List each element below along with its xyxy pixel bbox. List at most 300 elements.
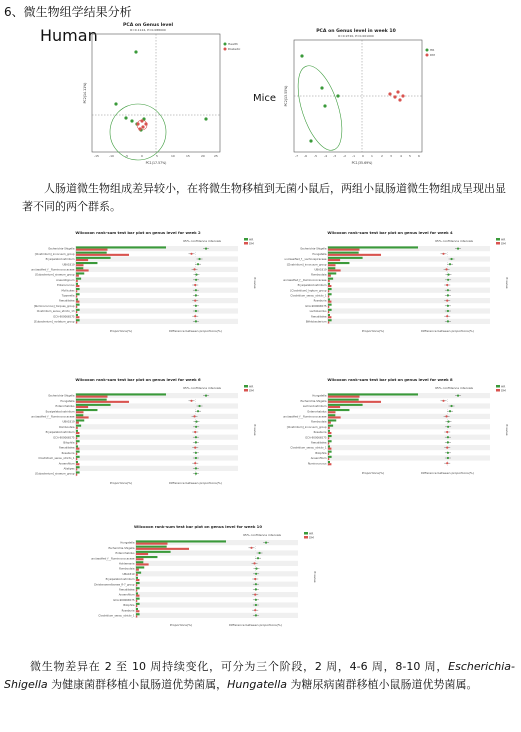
diff-dot (255, 588, 257, 590)
bar-hr (76, 440, 80, 442)
diff-dot (447, 279, 449, 281)
wilcoxon-ci-label: 95% confidence intervals (183, 239, 221, 243)
genus-label: Holdemania (118, 562, 135, 566)
genus-label: Roseburia (313, 431, 327, 435)
diff-dot (446, 431, 448, 433)
genus-label: Hungatella (60, 399, 75, 403)
bar-hr (328, 257, 363, 259)
bar-dm (328, 432, 331, 434)
pca-human-point (141, 125, 144, 128)
diff-dot (265, 542, 267, 544)
genus-label: Enterorhabdus (55, 405, 75, 409)
bar-hr (328, 288, 332, 290)
svg-text:2: 2 (381, 154, 383, 158)
bar-dm (76, 269, 89, 271)
bar-hr (76, 262, 97, 264)
bar-dm (328, 259, 340, 261)
genus-label: unclassified_f__Ruminococcaceae (282, 415, 327, 419)
genus-label: unclassified_f__Ruminococcaceae (90, 557, 135, 561)
pca-mice-chart (278, 26, 448, 171)
wilcoxon-xlabel-diff: Difference between proportions(%) (421, 470, 474, 475)
wilcoxon-pvalue-axis: P-value (505, 277, 509, 289)
bar-hr (136, 566, 144, 568)
bar-hr (76, 304, 80, 306)
bar-hr (136, 546, 167, 548)
bar-hr (136, 608, 138, 610)
bar-dm (328, 275, 331, 277)
bar-hr (76, 445, 78, 447)
wilcoxon-panel-2 (270, 228, 510, 346)
genus-label: Bilophila (123, 604, 135, 608)
bar-dm (328, 285, 331, 287)
wilcoxon-xlabel-diff: Difference between proportions(%) (229, 623, 282, 627)
genus-label: Lachnoclostridium (302, 405, 327, 409)
genus-label: Escherichia-Shigella (48, 394, 75, 398)
svg-text:3: 3 (390, 154, 392, 158)
bar-hr (136, 592, 138, 594)
genus-label: Anaerofilum (58, 462, 75, 466)
bar-hr (328, 456, 332, 458)
diff-dot (205, 395, 207, 397)
bar-hr (76, 309, 80, 311)
diff-dot (447, 452, 449, 454)
bar-hr (76, 257, 111, 259)
diff-dot (195, 320, 197, 322)
svg-text:-7: -7 (295, 154, 298, 158)
diff-dot (255, 573, 257, 575)
bar-hr (328, 298, 330, 300)
bar-hr (136, 577, 138, 579)
bar-dm (136, 558, 144, 560)
bar-hr (76, 246, 166, 248)
bar-dm (328, 422, 331, 424)
genus-label: Erysipelatoclostridium (45, 410, 75, 414)
genus-label: [Eubacterium]_siraeum_group (35, 472, 75, 476)
wilcoxon-xlabel: Proportions(%) (361, 329, 385, 333)
bar-dm (76, 254, 129, 256)
bar-hr (136, 582, 140, 584)
bar-dm (328, 316, 331, 318)
svg-text:6: 6 (418, 154, 420, 158)
genus-label: UBA1819 (122, 572, 135, 576)
svg-text:25: 25 (214, 154, 218, 158)
genus-label: unclassified_f__Ruminococcaceae (30, 268, 75, 272)
genus-label: Tuzzerella (61, 294, 75, 298)
genus-label: Clostridium_sensu_stricto_1 (290, 446, 327, 450)
bar-dm (328, 396, 360, 398)
svg-text:-3: -3 (333, 154, 336, 158)
bar-dm (76, 437, 77, 439)
wilcoxon-legend-hr: HR (249, 384, 254, 389)
bar-hr (76, 451, 80, 453)
bar-hr (76, 430, 78, 432)
bar-hr (328, 278, 333, 280)
bar-dm (328, 406, 340, 408)
bar-hr (328, 246, 418, 248)
bar-dm (328, 401, 381, 403)
bar-dm (76, 453, 77, 455)
diff-dot (447, 305, 449, 307)
diff-dot (195, 457, 197, 459)
pca-human-legend-health: Health (228, 42, 238, 46)
diff-dot (195, 305, 197, 307)
bar-hr (328, 314, 330, 316)
genus-label: Escherichia-Shigella (108, 546, 135, 550)
wilcoxon-legend-dm: DM (249, 241, 254, 246)
wilcoxon-ci-label: 95% confidence intervals (243, 533, 281, 537)
bar-hr (328, 404, 363, 406)
genus-label: Erysipelatoclostridium (45, 258, 75, 262)
bar-dm (76, 416, 89, 418)
diff-dot (457, 248, 459, 250)
genus-label: GCA-900066575 (53, 315, 75, 319)
bar-dm (76, 264, 84, 266)
bar-hr (328, 445, 330, 447)
genus-label: Enterococcus (57, 284, 75, 288)
bar-hr (328, 309, 332, 311)
wilcoxon-pvalue-axis: P-value (253, 424, 257, 436)
bar-dm (136, 563, 149, 565)
wilcoxon-legend-hr: HR (249, 237, 254, 242)
bar-dm (76, 442, 77, 444)
wilcoxon-title: Wilcoxon rank-sum test bar plot on genus level for week 10 (134, 524, 262, 529)
genus-label: [Ruminococcus]_torques_group (33, 304, 75, 308)
genus-label: Roseburia (313, 299, 327, 303)
diff-dot (255, 568, 257, 570)
bar-dm (136, 615, 137, 617)
diff-dot (255, 583, 257, 585)
genus-label: [Clostridium]_leptum_group (290, 289, 327, 293)
genus-label: Anaerofilum (118, 593, 135, 597)
species-hungatella: Hungatella (227, 678, 287, 691)
svg-text:10: 10 (171, 154, 175, 158)
bar-hr (136, 556, 157, 558)
bar-hr (328, 440, 332, 442)
pca-human-label: Human (40, 26, 98, 45)
genus-label: [Eubacterium]_nodatum_group (34, 320, 75, 324)
diff-dot (254, 578, 256, 580)
diff-dot (197, 410, 199, 412)
diff-dot (446, 447, 448, 449)
bar-hr (328, 319, 332, 321)
pca-human-point (124, 116, 127, 119)
diff-dot (445, 268, 447, 270)
bar-dm (328, 321, 329, 323)
bar-dm (136, 584, 137, 586)
genus-label: Enterorhabdus (307, 410, 327, 414)
bar-hr (76, 435, 80, 437)
pca-human-legend (224, 42, 241, 51)
bar-hr (76, 267, 83, 269)
genus-label: Roseburia (61, 451, 75, 455)
bar-dm (76, 290, 77, 292)
diff-dot (447, 457, 449, 459)
wilcoxon-xlabel: Proportions(%) (109, 329, 133, 333)
genus-label: Lactobacillus (309, 310, 327, 314)
bar-dm (76, 468, 77, 470)
wilcoxon-xlabel-diff: Difference between proportions(%) (169, 481, 222, 486)
pca-human-legend-diabetic: Diabetic (228, 47, 241, 51)
bar-hr (76, 471, 80, 473)
pca-mice-subtitle: R=0.9720, P=0.001000 (338, 34, 374, 38)
diff-dot (195, 310, 197, 312)
bar-dm (76, 474, 77, 476)
bar-hr (328, 283, 330, 285)
bar-hr (76, 419, 84, 421)
genus-label: Erysipelatoclostridium (45, 431, 75, 435)
genus-label: Alistipes (63, 467, 75, 471)
wilcoxon-legend-hr: HR (501, 384, 506, 389)
genus-label: GCA-900066575 (305, 436, 327, 440)
wilcoxon-panel-1 (18, 228, 258, 346)
diff-dot (194, 284, 196, 286)
wilcoxon-xlabel: Proportions(%) (109, 481, 133, 486)
diff-dot (205, 248, 207, 250)
pca-mice-legend (426, 48, 436, 57)
diff-dot (447, 310, 449, 312)
pca-human-point (138, 127, 141, 130)
genus-label: Hungatella (312, 252, 327, 256)
genus-label: [Clostridium]_innocuum_group (286, 263, 327, 267)
bar-hr (136, 603, 140, 605)
svg-text:5: 5 (409, 154, 411, 158)
diff-dot (195, 421, 197, 423)
diff-dot (195, 274, 197, 276)
genus-label: UBA1819 (62, 263, 75, 267)
wilcoxon-legend-dm: DM (309, 535, 314, 540)
bar-hr (328, 262, 349, 264)
genus-label: Erysipelatoclostridium (105, 578, 135, 582)
pca-human-xlabel: PC1(17.57%) (145, 161, 167, 165)
paragraph-2-text-a: 微生物差异在 2 至 10 周持续变化，可分为三个阶段，2 周，4-6 周，8-10 周， (30, 660, 449, 673)
bar-dm (328, 427, 330, 429)
diff-dot (194, 431, 196, 433)
pca-mice-legend-dm: DM (430, 53, 435, 57)
bar-dm (136, 589, 137, 591)
bar-hr (328, 252, 359, 254)
diff-dot (257, 557, 259, 559)
pca-mice-points-hr (300, 54, 339, 142)
diff-dot (195, 441, 197, 443)
wilcoxon-ci-label: 95% confidence intervals (435, 386, 473, 390)
genus-label: Faecalitalea (59, 446, 75, 450)
bar-dm (76, 427, 78, 429)
bar-dm (76, 448, 79, 450)
bar-dm (328, 442, 329, 444)
pca-human-points-health (114, 50, 207, 131)
wilcoxon-pvalue-axis: P-value (253, 277, 257, 289)
svg-text:-5: -5 (314, 154, 317, 158)
svg-text:4: 4 (400, 154, 402, 158)
bar-hr (328, 399, 359, 401)
bar-hr (76, 283, 78, 285)
pca-human-title: PCA on Genus level (122, 23, 174, 28)
diff-dot (447, 294, 449, 296)
svg-text:15: 15 (186, 154, 190, 158)
diff-dot (450, 258, 452, 260)
genus-label: UBA1819 (62, 420, 75, 424)
genus-label: unclassified_f__Ruminococcaceae (30, 415, 75, 419)
diff-dot (450, 405, 452, 407)
bar-hr (76, 298, 78, 300)
bar-dm (328, 306, 329, 308)
wilcoxon-legend-dm: DM (249, 388, 254, 393)
pca-mice-xlabel: PC1(35.69%) (351, 161, 373, 165)
bar-hr (328, 435, 332, 437)
bar-dm (136, 553, 148, 555)
diff-dot (446, 315, 448, 317)
diff-dot (195, 294, 197, 296)
genus-label: Romboutsia (311, 420, 327, 424)
bar-hr (328, 425, 333, 427)
pca-human-point (140, 119, 143, 122)
bar-dm (76, 321, 77, 323)
bar-hr (136, 598, 140, 600)
bar-hr (328, 304, 332, 306)
wilcoxon-pvalue-axis: P-value (505, 424, 509, 436)
genus-label: Clostridium_sensu_stricto_1 (290, 294, 327, 298)
bar-dm (328, 264, 336, 266)
genus-label: [Clostridium]_innocuum_group (34, 252, 75, 256)
diff-dot (447, 436, 449, 438)
diff-dot (194, 462, 196, 464)
wilcoxon-pvalue-axis: P-value (313, 571, 317, 583)
bar-dm (76, 280, 78, 282)
genus-label: Escherichia-Shigella (300, 399, 327, 403)
wilcoxon-ci-label: 95% confidence intervals (183, 386, 221, 390)
bar-dm (328, 295, 329, 297)
diff-dot (253, 562, 255, 564)
genus-label: Faecalitalea (59, 299, 75, 303)
svg-text:-4: -4 (324, 154, 327, 158)
pca-human-point (130, 119, 133, 122)
diff-dot (255, 614, 257, 616)
bar-dm (76, 249, 108, 251)
bar-hr (328, 419, 336, 421)
bar-hr (76, 461, 78, 463)
bar-hr (328, 272, 336, 274)
diff-dot (195, 436, 197, 438)
paragraph-2-text-c: 为糖尿病菌群移植小鼠肠道优势菌属。 (287, 678, 478, 691)
bar-dm (76, 306, 77, 308)
genus-label: Hungatella (312, 394, 327, 398)
bar-dm (328, 301, 331, 303)
bar-dm (136, 543, 168, 545)
genus-label: Enterorhabdus (115, 552, 135, 556)
bar-dm (76, 285, 79, 287)
diff-dot (190, 253, 192, 255)
bar-dm (136, 569, 139, 571)
svg-text:-2: -2 (343, 154, 346, 158)
bar-dm (136, 579, 139, 581)
genus-label: unclassified_f__Ruminococcaceae (282, 278, 327, 282)
bar-dm (76, 406, 88, 408)
svg-text:20: 20 (201, 154, 205, 158)
bar-dm (136, 600, 137, 602)
bar-hr (76, 314, 78, 316)
bar-dm (76, 259, 88, 261)
bar-dm (328, 453, 329, 455)
svg-text:-10: -10 (109, 154, 114, 158)
diff-dot (195, 467, 197, 469)
paragraph-2-text-b: 为健康菌群移植小鼠肠道优势菌属， (47, 678, 228, 691)
pca-human-point (134, 50, 137, 53)
genus-label: Escherichia-Shigella (48, 247, 75, 251)
diff-dot (442, 400, 444, 402)
genus-label: Romboutsia (119, 567, 135, 571)
pca-human-point (204, 117, 207, 120)
paragraph-2 (4, 658, 515, 694)
bar-dm (76, 432, 79, 434)
diff-dot (258, 552, 260, 554)
bar-hr (136, 572, 141, 574)
diff-dot (447, 441, 449, 443)
genus-label: GCA-900066575 (113, 598, 135, 602)
bar-dm (76, 401, 129, 403)
bar-dm (328, 458, 329, 460)
bar-hr (328, 451, 332, 453)
bar-hr (328, 293, 332, 295)
pca-human-point (114, 102, 117, 105)
bar-hr (136, 613, 140, 615)
bar-dm (76, 295, 77, 297)
svg-text:0: 0 (141, 154, 143, 158)
pca-mice-label: Mice (253, 93, 277, 104)
genus-label: Clostridium_sensu_stricto_1 (98, 614, 135, 618)
diff-dot (445, 415, 447, 417)
pca-human-ylabel: PC2(14.11%) (83, 82, 87, 104)
bar-hr (328, 267, 335, 269)
wilcoxon-panel-5 (78, 522, 318, 640)
genus-label: Anaerofilum (310, 457, 327, 461)
bar-dm (328, 249, 360, 251)
wilcoxon-title: Wilcoxon rank-sum test bar plot on genus level for week 6 (75, 377, 201, 382)
pca-mice-title: PCA on Genus level in week 10 (316, 29, 396, 34)
diff-dot (194, 300, 196, 302)
genus-label: Bilophila (315, 451, 327, 455)
bar-dm (328, 269, 341, 271)
diff-dot (447, 274, 449, 276)
genus-label: Anaerotignum (56, 278, 75, 282)
wilcoxon-xlabel-diff: Difference between proportions(%) (169, 329, 222, 333)
species-escherichia: Escherichia-Shigella (4, 660, 515, 691)
pca-human-ellipse-health (110, 104, 166, 160)
bar-dm (136, 605, 137, 607)
bar-dm (76, 275, 79, 277)
bar-hr (136, 561, 143, 563)
section-heading: 6、微生物组学结果分析 (4, 5, 132, 19)
diff-dot (195, 452, 197, 454)
paragraph-1: 人肠道微生物组成差异较小，在将微生物移植到无菌小鼠后，两组小鼠肠道微生物组成呈现出显著不同的两个群系。 (22, 182, 506, 213)
wilcoxon-xlabel-diff: Difference between proportions(%) (421, 329, 474, 333)
svg-text:-15: -15 (94, 154, 99, 158)
bar-hr (136, 540, 226, 542)
genus-label: Ruminococcus (307, 462, 327, 466)
bar-hr (328, 414, 335, 416)
pca-human-xticks (94, 154, 218, 158)
bar-hr (76, 456, 80, 458)
diff-dot (446, 462, 448, 464)
diff-dot (195, 289, 197, 291)
genus-label: Bifidobacterium (305, 320, 327, 324)
bar-dm (136, 595, 139, 597)
diff-dot (447, 421, 449, 423)
diff-dot (195, 426, 197, 428)
diff-dot (254, 594, 256, 596)
bar-hr (76, 414, 83, 416)
diff-dot (195, 279, 197, 281)
genus-label: UBA1819 (314, 268, 327, 272)
